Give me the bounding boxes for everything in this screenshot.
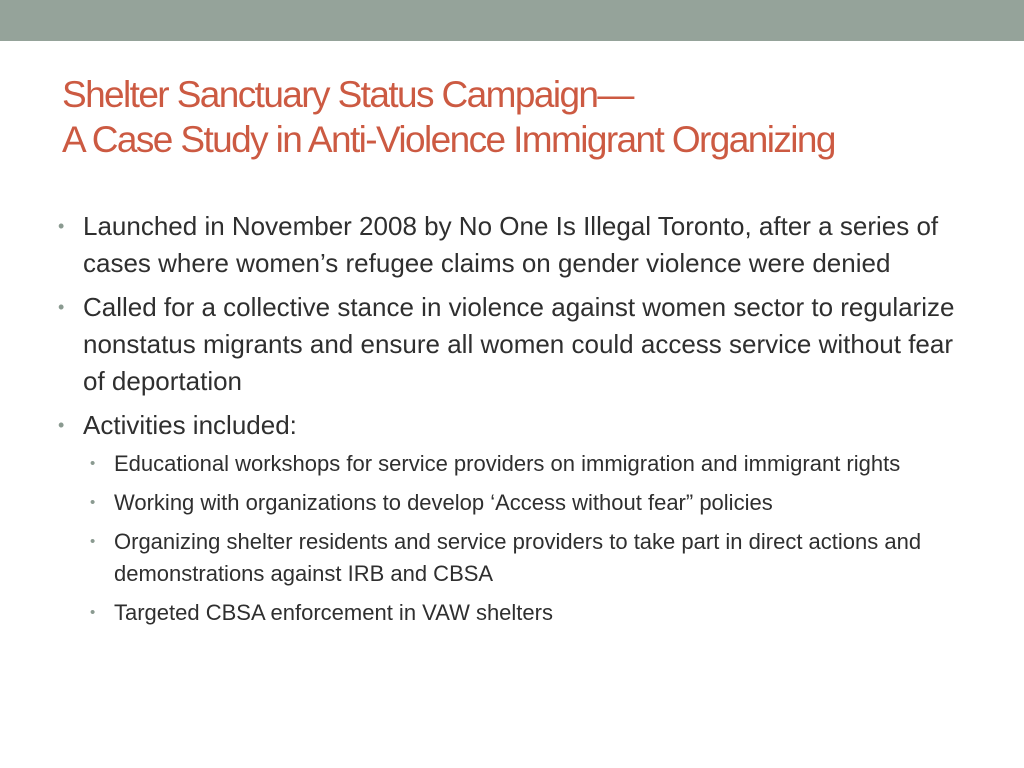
- sub-bullet-text: Working with organizations to develop ‘Access without fear” policies: [114, 490, 773, 515]
- bullet-item: [58, 407, 978, 629]
- title-line-2: A Case Study in Anti-Violence Immigrant Organizing: [62, 119, 835, 160]
- bullet-dot-icon: •: [58, 415, 65, 435]
- bullet-item: [58, 208, 978, 282]
- sub-bullet-text: Targeted CBSA enforcement in VAW shelters: [114, 600, 553, 625]
- slide-title: [62, 72, 992, 162]
- sub-bullet-list: [83, 448, 978, 629]
- sub-bullet-item: [90, 448, 978, 480]
- top-band: [0, 0, 1024, 41]
- bullet-dot-icon: •: [58, 297, 65, 317]
- sub-bullet-item: [90, 487, 978, 519]
- bullet-dot-icon: •: [58, 216, 65, 236]
- bullet-list: [58, 208, 978, 629]
- bullet-text: Launched in November 2008 by No One Is Illegal Toronto, after a series of cases where women’s refugee claims on gender violence were denied: [83, 211, 939, 278]
- bullet-text: Called for a collective stance in violence against women sector to regularize nonstatus migrants and ensure all women could access service without fear of deportation: [83, 292, 955, 396]
- sub-bullet-text: Organizing shelter residents and service providers to take part in direct actions and demonstrations against IRB and CBSA: [114, 529, 922, 586]
- sub-bullet-dot-icon: •: [90, 494, 96, 511]
- slide-content: [58, 208, 978, 636]
- sub-bullet-dot-icon: •: [90, 533, 96, 550]
- sub-bullet-text: Educational workshops for service providers on immigration and immigrant rights: [114, 451, 901, 476]
- bullet-item: [58, 289, 978, 400]
- sub-bullet-item: [90, 597, 978, 629]
- sub-bullet-dot-icon: •: [90, 455, 96, 472]
- sub-bullet-dot-icon: •: [90, 604, 96, 621]
- bullet-text: Activities included:: [83, 410, 297, 440]
- sub-bullet-item: [90, 526, 978, 590]
- title-line-1: Shelter Sanctuary Status Campaign—: [62, 74, 633, 115]
